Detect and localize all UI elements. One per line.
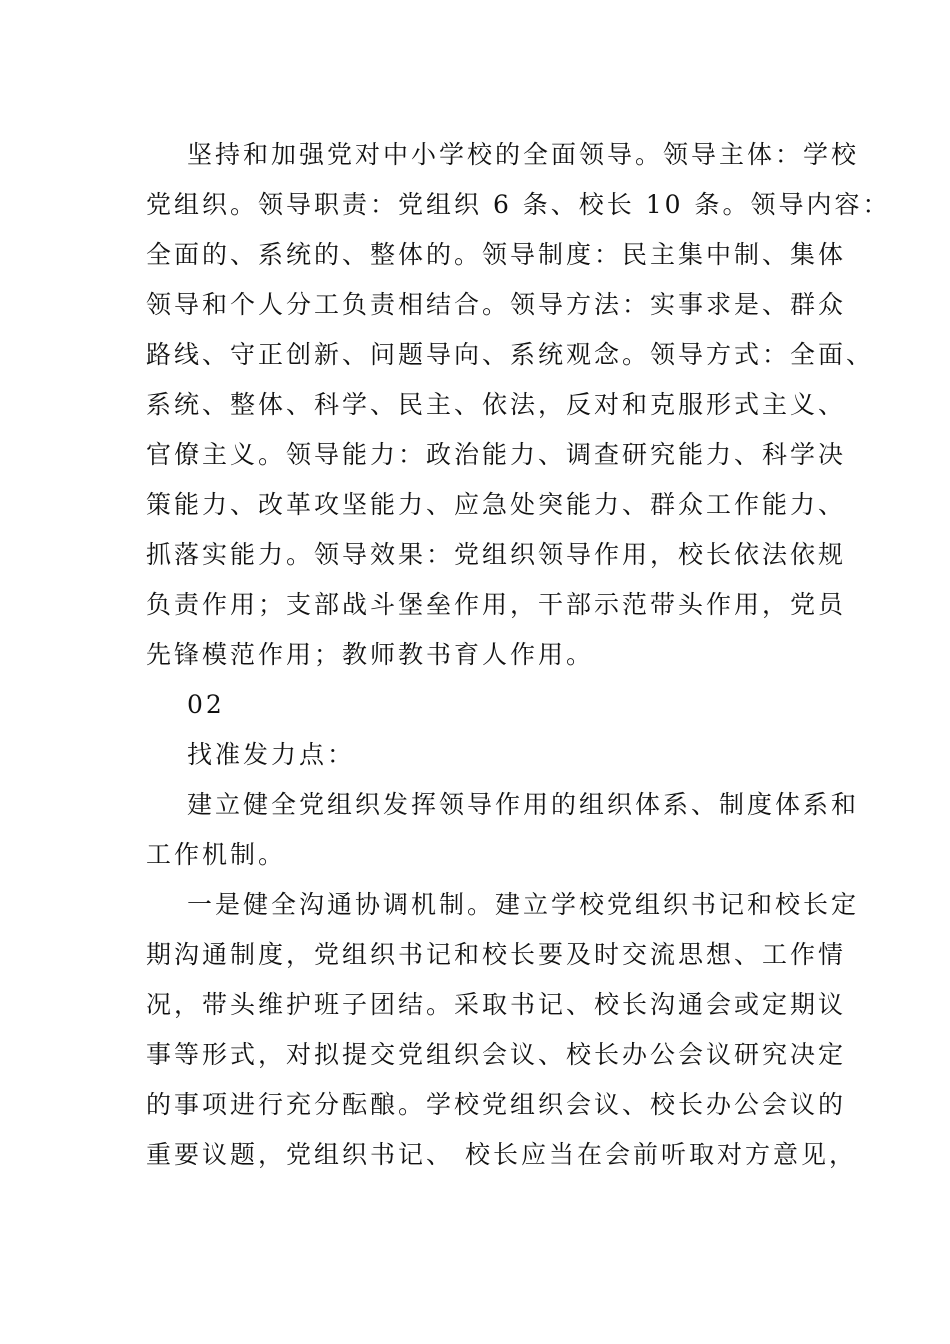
text-line: 党组织。领导职责：党组织 6 条、校长 10 条。领导内容：	[146, 190, 891, 219]
text-line: 建立健全党组织发挥领导作用的组织体系、制度体系和	[187, 790, 860, 819]
document-body	[146, 130, 891, 1180]
text-line: 抓落实能力。领导效果：党组织领导作用，校长依法依规	[146, 540, 847, 569]
paragraph-leadership	[146, 130, 891, 680]
text-line: 策能力、改革攻坚能力、应急处突能力、群众工作能力、	[146, 490, 847, 519]
text-line: 况，带头维护班子团结。采取书记、校长沟通会或定期议	[146, 990, 847, 1019]
text-line: 工作机制。	[146, 840, 287, 869]
section-number: 02	[187, 690, 225, 719]
text-line: 事等形式，对拟提交党组织会议、校长办公会议研究决定	[146, 1040, 847, 1069]
paragraph-system	[146, 780, 860, 880]
text-line: 先锋模范作用；教师教书育人作用。	[146, 640, 595, 669]
text-line: 领导和个人分工负责相结合。领导方法：实事求是、群众	[146, 290, 847, 319]
text-line: 官僚主义。领导能力：政治能力、调查研究能力、科学决	[146, 440, 847, 469]
text-line: 系统、整体、科学、民主、依法，反对和克服形式主义、	[146, 390, 847, 419]
paragraph-communication	[146, 880, 860, 1180]
text-line: 坚持和加强党对中小学校的全面领导。领导主体：学校	[187, 140, 860, 169]
text-line: 负责作用；支部战斗堡垒作用，干部示范带头作用，党员	[146, 590, 847, 619]
text-line: 全面的、系统的、整体的。领导制度：民主集中制、集体	[146, 240, 847, 269]
text-line: 的事项进行充分酝酿。学校党组织会议、校长办公会议的	[146, 1090, 847, 1119]
section-heading: 找准发力点：	[187, 740, 356, 769]
text-line: 期沟通制度，党组织书记和校长要及时交流思想、工作情	[146, 940, 847, 969]
text-line: 重要议题，党组织书记、 校长应当在会前听取对方意见，	[146, 1140, 857, 1169]
text-line: 一是健全沟通协调机制。建立学校党组织书记和校长定	[187, 890, 860, 919]
text-line: 路线、守正创新、问题导向、系统观念。领导方式：全面、	[146, 340, 875, 369]
